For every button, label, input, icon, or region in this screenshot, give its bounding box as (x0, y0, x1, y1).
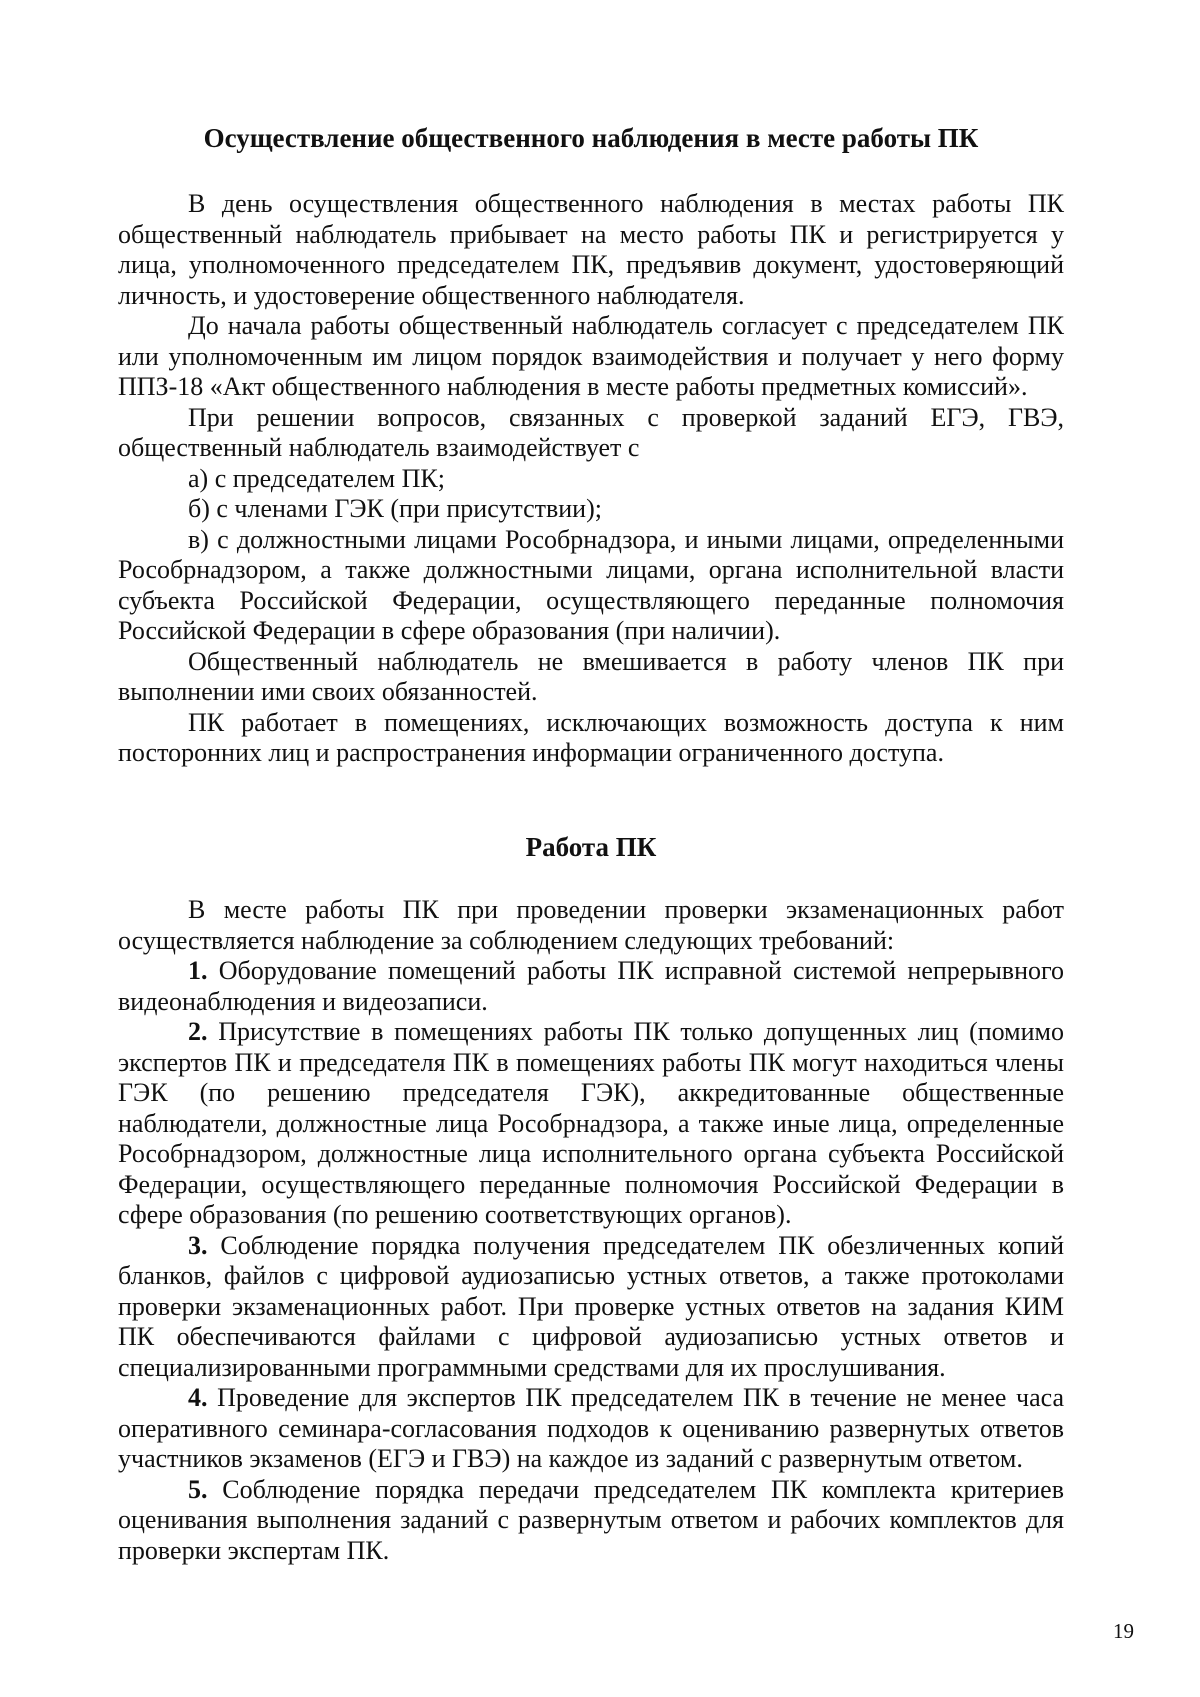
paragraph-intro: В месте работы ПК при проведении проверки экзаменационных работ осуществляется наблюдение за соблюдением следующих требований: (118, 895, 1064, 955)
requirement-number: 1. (188, 956, 208, 985)
section-title-pk-work: Работа ПК (525, 832, 657, 862)
section-observation-body (118, 189, 1064, 769)
paragraph: В день осуществления общественного наблюдения в местах работы ПК общественный наблюдатель прибывает на место работы ПК и регистрируется у лица, уполномоченного председателем ПК, предъявив документ, удостоверяющий личность, и удостоверение общественного наблюдателя. (118, 189, 1064, 310)
paragraph: ПК работает в помещениях, исключающих возможность доступа к ним посторонних лиц и распространения информации ограниченного доступа. (118, 707, 1064, 767)
requirement-number: 4. (188, 1383, 208, 1412)
requirement-number: 3. (188, 1230, 208, 1260)
requirement-number: 2. (188, 1017, 208, 1046)
requirement-item (118, 956, 1064, 1017)
requirement-text: Присутствие в помещениях работы ПК только допущенных лиц (помимо экспертов ПК и председателя ПК в помещениях работы ПК могут находиться члены ГЭК (по решению председателя ГЭК), аккредитованные общественные наблюдатели, должностные лица Рособрнадзора, а также иные лица, определенные Рособрнадзором, должностные лица исполнительного органа субъекта Российской Федерации, осуществляющего переданные полномочия Российской Федерации в сфере образования (по решению соответствующих органов). (118, 1017, 1065, 1229)
section-title-observation: Осуществление общественного наблюдения в месте работы ПК (203, 123, 979, 153)
list-item-a: а) с председателем ПК; (188, 463, 445, 493)
paragraph: До начала работы общественный наблюдатель согласует с председателем ПК или уполномоченным им лицом порядок взаимодействия и получает у него форму ППЗ-18 «Акт общественного наблюдения в месте работы предметных комиссий». (118, 311, 1064, 401)
requirement-item (118, 1383, 1064, 1475)
section-pk-work-body (118, 895, 1064, 1566)
requirement-item (118, 1017, 1064, 1231)
requirement-text: Оборудование помещений работы ПК исправной системой непрерывного видеонаблюдения и видеозаписи. (118, 956, 1065, 1016)
requirement-text: Соблюдение порядка передачи председателем ПК комплекта критериев оценивания выполнения заданий с развернутым ответом и рабочих комплектов для проверки экспертам ПК. (118, 1474, 1064, 1565)
list-item-c: в) с должностными лицами Рособрнадзора, и иными лицами, определенными Рособрнадзором, а также должностными лицами, органа исполнительной власти субъекта Российской Федерации, осуществляющего переданные полномочия Российской Федерации в сфере образования (при наличии). (118, 524, 1064, 645)
page-number: 19 (1113, 1619, 1134, 1643)
requirement-number: 5. (188, 1474, 208, 1504)
list-item-b: б) с членами ГЭК (при присутствии); (188, 494, 602, 523)
paragraph: Общественный наблюдатель не вмешивается в работу членов ПК при выполнении ими своих обязанностей. (118, 646, 1064, 706)
requirement-text: Проведение для экспертов ПК председателем ПК в течение не менее часа оперативного семинара-согласования подходов к оцениванию развернутых ответов участников экзаменов (ЕГЭ и ГВЭ) на каждое из заданий с развернутым ответом. (118, 1383, 1065, 1473)
requirement-item (118, 1475, 1064, 1567)
requirement-text: Соблюдение порядка получения председателем ПК обезличенных копий бланков, файлов с цифровой аудиозаписью устных ответов, а также протоколами проверки экзаменационных работ. При проверке устных ответов на задания КИМ ПК обеспечиваются файлами с цифровой аудиозаписью устных ответов и специализированными программными средствами для их прослушивания. (118, 1230, 1064, 1382)
paragraph: При решении вопросов, связанных с проверкой заданий ЕГЭ, ГВЭ, общественный наблюдатель взаимодействует с (118, 402, 1064, 462)
requirement-item (118, 1231, 1064, 1384)
